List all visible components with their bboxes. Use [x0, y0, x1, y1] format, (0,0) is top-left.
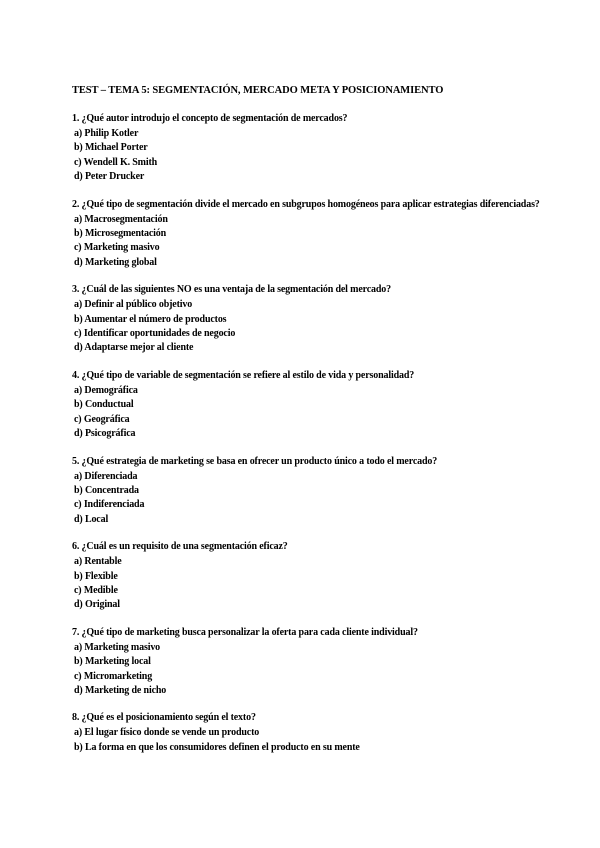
option-a: a) Philip Kotler	[74, 128, 139, 139]
option-d: d) Adaptarse mejor al cliente	[74, 342, 194, 354]
question-text: 6. ¿Cuál es un requisito de una segmentación eficaz?	[72, 541, 288, 553]
option-b: b) Conductual	[74, 399, 134, 411]
test-document	[72, 84, 542, 768]
option-c: c) Indiferenciada	[74, 499, 145, 511]
option-a: a) Macrosegmentación	[74, 213, 168, 225]
question-8	[72, 711, 542, 755]
question-text: 2. ¿Qué tipo de segmentación divide el mercado en subgrupos homogéneos para aplicar estrategias diferenciadas?	[72, 198, 540, 210]
options-list	[72, 726, 542, 755]
option-b: b) Michael Porter	[74, 142, 148, 154]
option-c: c) Wendell K. Smith	[74, 156, 158, 168]
option-d: d) Local	[74, 513, 109, 525]
option-d: d) Original	[74, 599, 120, 611]
option-a: a) El lugar físico donde se vende un producto	[74, 727, 260, 739]
question-7	[72, 626, 542, 699]
question-6	[72, 540, 542, 613]
option-c: c) Medible	[74, 584, 118, 596]
question-3	[72, 283, 542, 356]
option-c: c) Geográfica	[74, 413, 130, 425]
option-a: a) Marketing masivo	[74, 641, 161, 653]
question-text: 7. ¿Qué tipo de marketing busca personalizar la oferta para cada cliente individual?	[72, 626, 418, 638]
option-a: a) Definir al público objetivo	[74, 299, 193, 311]
option-b: b) Microsegmentación	[74, 228, 167, 240]
option-d: d) Peter Drucker	[74, 171, 145, 183]
option-d: d) Marketing global	[74, 256, 157, 268]
options-list	[72, 555, 542, 613]
option-c: c) Micromarketing	[74, 670, 153, 682]
option-b: b) Aumentar el número de productos	[74, 313, 227, 325]
question-text: 3. ¿Cuál de las siguientes NO es una ventaja de la segmentación del mercado?	[72, 284, 391, 296]
option-c: c) Identificar oportunidades de negocio	[74, 328, 236, 340]
option-a: a) Demográfica	[74, 384, 138, 396]
options-list	[72, 384, 542, 442]
question-4	[72, 369, 542, 442]
option-b: b) Marketing local	[74, 656, 151, 668]
option-b: b) Flexible	[74, 570, 118, 582]
question-text: 8. ¿Qué es el posicionamiento según el texto?	[72, 712, 256, 724]
document-title: TEST – TEMA 5: SEGMENTACIÓN, MERCADO META Y POSICIONAMIENTO	[72, 85, 444, 96]
options-list	[72, 641, 542, 699]
options-list	[72, 470, 542, 528]
question-2	[72, 198, 542, 271]
option-c: c) Marketing masivo	[74, 242, 160, 254]
option-a: a) Diferenciada	[74, 470, 138, 482]
question-1	[72, 112, 542, 185]
question-text: 4. ¿Qué tipo de variable de segmentación se refiere al estilo de vida y personalidad?	[72, 369, 415, 381]
option-d: d) Psicográfica	[74, 428, 136, 440]
question-text: 1. ¿Qué autor introdujo el concepto de segmentación de mercados?	[72, 113, 348, 124]
options-list	[72, 298, 542, 356]
option-a: a) Rentable	[74, 556, 122, 568]
option-b: b) La forma en que los consumidores definen el producto en su mente	[74, 741, 360, 753]
options-list	[72, 127, 542, 185]
options-list	[72, 213, 542, 271]
option-d: d) Marketing de nicho	[74, 684, 167, 696]
option-b: b) Concentrada	[74, 484, 139, 496]
question-text: 5. ¿Qué estrategia de marketing se basa en ofrecer un producto único a todo el mercado?	[72, 455, 438, 467]
question-5	[72, 455, 542, 528]
